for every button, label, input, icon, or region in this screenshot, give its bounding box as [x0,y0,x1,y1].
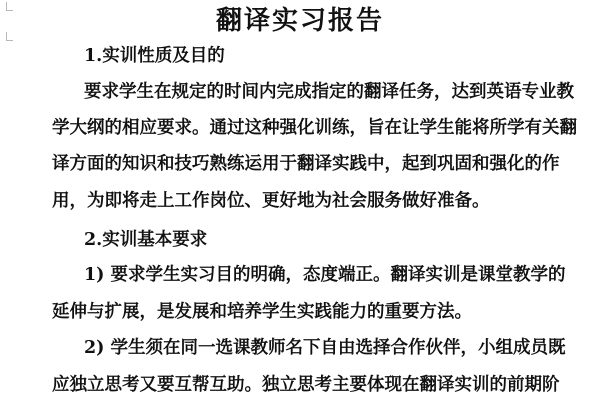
body-line: 延伸与扩展，是发展和培养学生实践能力的重要方法。 [52,302,472,322]
body-line: 2) 学生须在同一选课教师名下自由选择合作伙伴，小组成员既 [84,338,566,358]
body-line: 1) 要求学生实习目的明确，态度端正。翻译实训是课堂教学的 [84,265,566,285]
body-line: 译方面的知识和技巧熟练运用于翻译实践中，起到巩固和强化的作 [52,154,560,174]
body-line: 要求学生在规定的时间内完成指定的翻译任务，达到英语专业教 [84,82,574,102]
section-heading-purpose: 1.实训性质及目的 [84,46,225,66]
document-title: 翻译实习报告 [215,6,384,36]
body-line: 学大纲的相应要求。通过这种强化训练，旨在让学生能将所学有关翻 [52,118,577,138]
section-heading-requirements: 2.实训基本要求 [84,230,208,250]
body-line: 应独立思考又要互帮互助。独立思考主要体现在翻译实训的前期阶 [52,375,560,395]
body-line: 用，为即将走上工作岗位、更好地为社会服务做好准备。 [52,191,490,211]
